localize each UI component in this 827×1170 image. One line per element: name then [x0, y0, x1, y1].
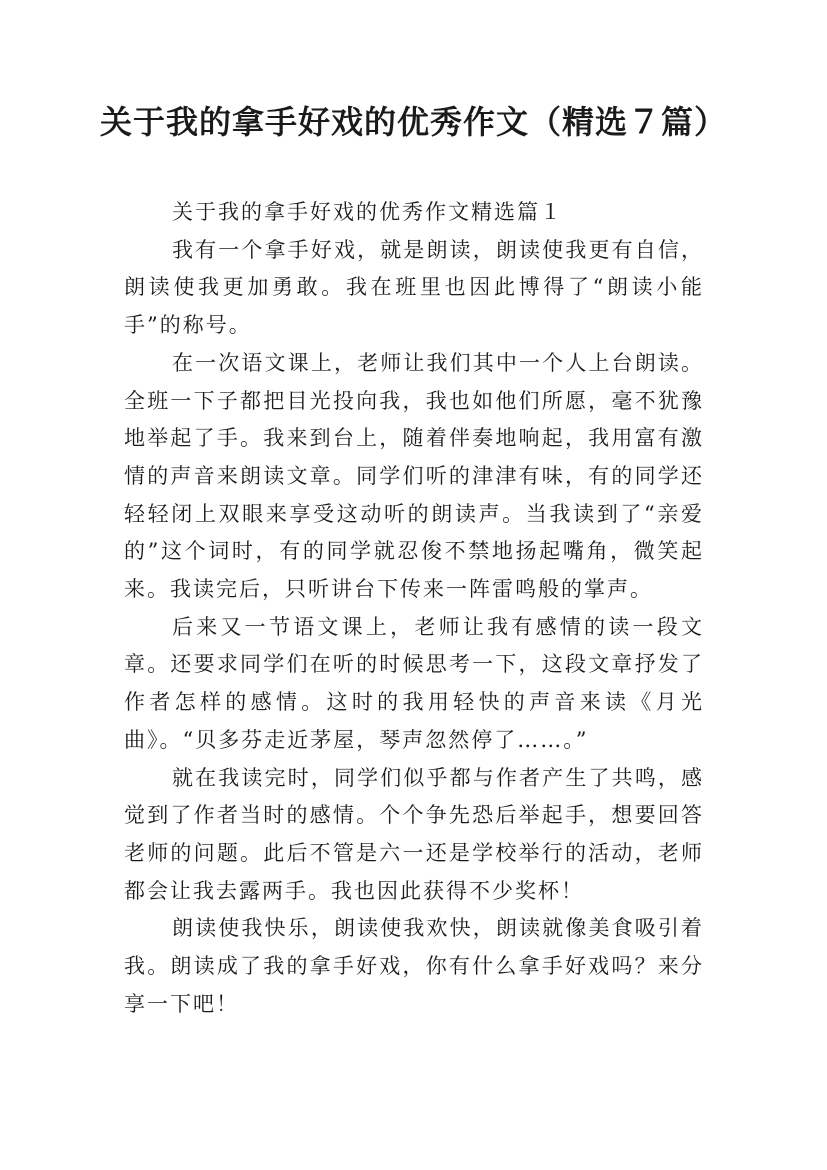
- paragraph-4: 就在我读完时，同学们似乎都与作者产生了共鸣，感觉到了作者当时的感情。个个争先恐后举起手，想要回答老师的问题。此后不管是六一还是学校举行的活动，老师都会让我去露两手。我也因此获得不少奖杯！: [124, 765, 704, 903]
- paragraph-1: 我有一个拿手好戏，就是朗读，朗读使我更有自信，朗读使我更加勇敢。我在班里也因此博得了“朗读小能手”的称号。: [124, 237, 704, 338]
- paragraph-3: 后来又一节语文课上，老师让我有感情的读一段文章。还要求同学们在听的时候思考一下，这段文章抒发了作者怎样的感情。这时的我用轻快的声音来读《月光曲》。“贝多芬走近茅屋，琴声忽然停了……。”: [124, 614, 704, 752]
- paragraph-2: 在一次语文课上，老师让我们其中一个人上台朗读。全班一下子都把目光投向我，我也如他们所愿，毫不犹豫地举起了手。我来到台上，随着伴奏地响起，我用富有激情的声音来朗读文章。同学们听的津津有味，有的同学还轻轻闭上双眼来享受这动听的朗读声。当我读到了“亲爱的”这个词时，有的同学就忍俊不禁地扬起嘴角，微笑起来。我读完后，只听讲台下传来一阵雷鸣般的掌声。: [124, 350, 704, 602]
- paragraph-5: 朗读使我快乐，朗读使我欢快，朗读就像美食吸引着我。朗读成了我的拿手好戏，你有什么拿手好戏吗？来分享一下吧！: [124, 916, 704, 1016]
- document-title: 关于我的拿手好戏的优秀作文（精选７篇）: [99, 103, 727, 141]
- document-body: [124, 194, 704, 1023]
- section-heading: 关于我的拿手好戏的优秀作文精选篇１: [172, 200, 563, 224]
